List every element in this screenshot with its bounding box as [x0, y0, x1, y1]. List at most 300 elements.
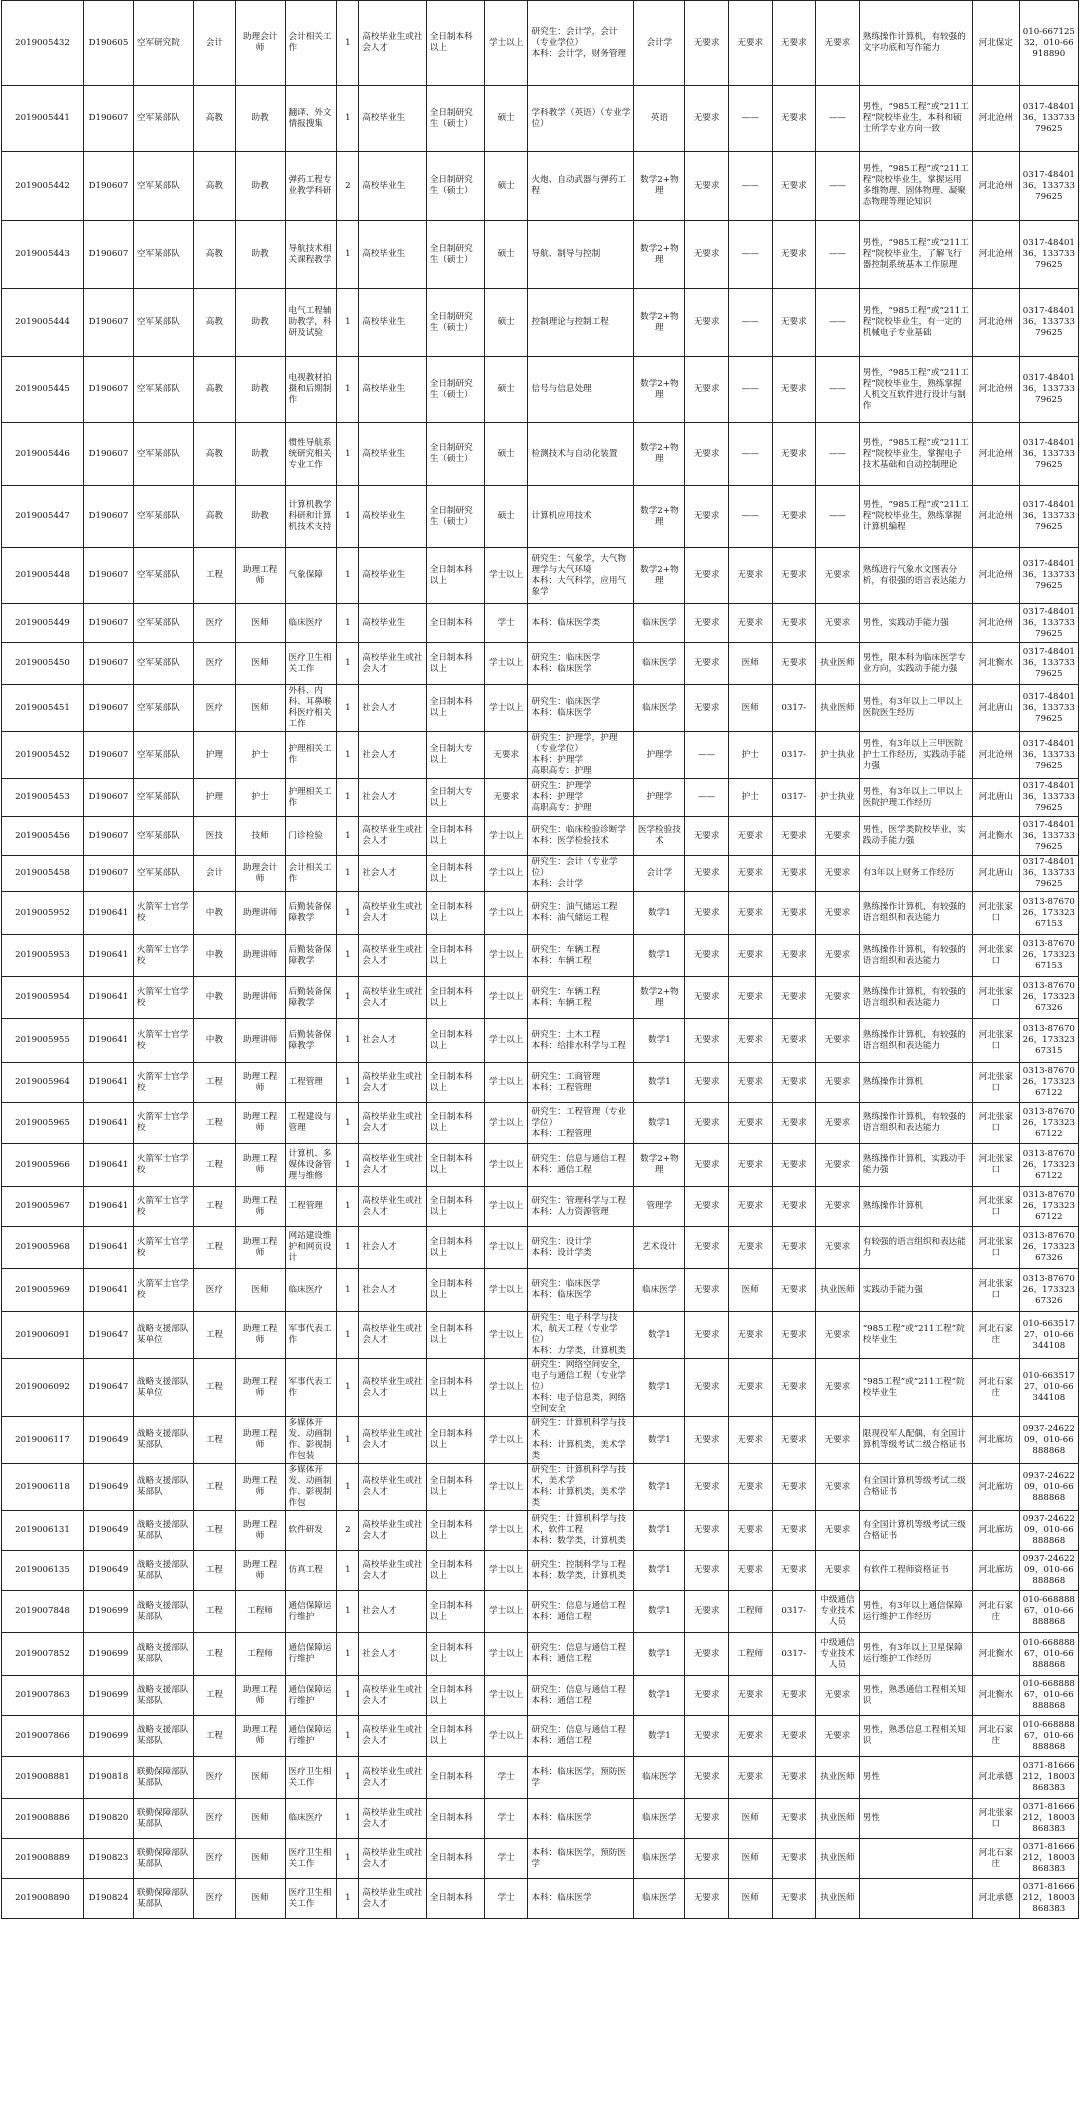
- table-cell: 无要求: [685, 817, 729, 856]
- table-cell: 火箭军士官学校: [133, 1144, 193, 1187]
- table-cell: 无要求: [685, 1879, 729, 1919]
- table-cell: 数学1: [634, 1417, 685, 1464]
- table-cell: 0317-4840136，13373379625: [1019, 856, 1078, 892]
- table-cell: 无要求: [816, 892, 860, 935]
- table-cell: 2019006131: [2, 1511, 84, 1551]
- table-row: [2, 935, 1079, 977]
- table-cell: 男性，“985工程”或“211工程”院校毕业生，掌握运用多维物理、固体物理、凝聚态物理等理论知识: [859, 152, 972, 221]
- table-cell: 无要求: [728, 1312, 772, 1359]
- table-row: [2, 1511, 1079, 1551]
- table-cell: 0937-2462209，010-66888868: [1019, 1417, 1078, 1464]
- table-cell: 无要求: [728, 1417, 772, 1464]
- table-cell: 0313-8767026，17332367122: [1019, 1187, 1078, 1227]
- table-cell: D190641: [84, 1144, 134, 1187]
- table-cell: 1: [337, 1716, 359, 1757]
- table-cell: 高校毕业生或社会人才: [359, 1312, 427, 1359]
- table-cell: 无要求: [772, 1144, 816, 1187]
- table-cell: 工程: [194, 1312, 236, 1359]
- table-cell: 河北沧州: [972, 221, 1019, 289]
- table-cell: D190699: [84, 1716, 134, 1757]
- table-cell: 医疗卫生相关工作: [285, 1757, 337, 1799]
- table-cell: 全日制本科以上: [426, 548, 484, 604]
- table-cell: 2019005443: [2, 221, 84, 289]
- table-cell: 硕士: [484, 86, 528, 152]
- table-cell: 全日制本科: [426, 1757, 484, 1799]
- table-cell: 医师: [235, 685, 285, 732]
- table-cell: 研究生：临床检验诊断学 本科：医学检验技术: [528, 817, 634, 856]
- table-cell: 研究生：信息与通信工程 本科：通信工程: [528, 1633, 634, 1676]
- table-cell: 男性，“985工程”或“211工程”院校毕业生，有一定的机械电子专业基础: [859, 289, 972, 357]
- table-cell: 男性，“985工程”或“211工程”院校毕业生，熟练掌握计算机编程: [859, 486, 972, 548]
- table-cell: 学士: [484, 1879, 528, 1919]
- table-cell: 战略支援部队某部队: [133, 1551, 193, 1591]
- table-cell: D190607: [84, 221, 134, 289]
- table-cell: 研究生：网络空间安全，电子与通信工程（专业学位） 本科：电子信息类，网络空间安全: [528, 1359, 634, 1417]
- table-cell: 0317-4840136，13373379625: [1019, 486, 1078, 548]
- table-row: [2, 1839, 1079, 1879]
- table-cell: 战略支援部队某部队: [133, 1676, 193, 1716]
- table-cell: 河北唐山: [972, 779, 1019, 817]
- table-cell: 无要求: [772, 1511, 816, 1551]
- table-cell: 数学1: [634, 1633, 685, 1676]
- table-cell: 0317-4840136，13373379625: [1019, 423, 1078, 486]
- table-cell: D190818: [84, 1757, 134, 1799]
- table-cell: 河北沧州: [972, 152, 1019, 221]
- table-cell: 无要求: [816, 1103, 860, 1144]
- table-cell: 无要求: [816, 1227, 860, 1269]
- table-cell: 学士: [484, 604, 528, 643]
- table-cell: 全日制本科以上: [426, 1633, 484, 1676]
- table-cell: 空军某部队: [133, 486, 193, 548]
- table-cell: 1: [337, 1359, 359, 1417]
- table-cell: 无要求: [772, 643, 816, 685]
- table-cell: D190649: [84, 1464, 134, 1511]
- table-cell: 无要求: [685, 1839, 729, 1879]
- table-cell: 男性，有3年以上三甲医院护士工作经历，实践动手能力强: [859, 732, 972, 779]
- table-cell: 无要求: [772, 977, 816, 1019]
- table-cell: 翻译、外文情报搜集: [285, 86, 337, 152]
- table-cell: 0317-: [772, 1633, 816, 1676]
- table-cell: 高教: [194, 423, 236, 486]
- table-cell: 2019008889: [2, 1839, 84, 1879]
- table-cell: 2019005967: [2, 1187, 84, 1227]
- table-cell: 会计学: [634, 1, 685, 86]
- table-cell: “985工程”或“211工程”院校毕业生: [859, 1359, 972, 1417]
- table-cell: 护理学: [634, 779, 685, 817]
- table-cell: D190649: [84, 1551, 134, 1591]
- table-cell: 护士: [728, 732, 772, 779]
- table-cell: 1: [337, 548, 359, 604]
- table-cell: 助理工程师: [235, 1676, 285, 1716]
- table-cell: 技师: [235, 817, 285, 856]
- table-cell: D190641: [84, 1063, 134, 1103]
- table-cell: 助理工程师: [235, 1187, 285, 1227]
- table-cell: 学士: [484, 1799, 528, 1839]
- table-cell: 临床医学: [634, 604, 685, 643]
- table-cell: 助教: [235, 423, 285, 486]
- table-cell: D190607: [84, 423, 134, 486]
- table-cell: 火炮、自动武器与弹药工程: [528, 152, 634, 221]
- table-cell: 数学2+物理: [634, 289, 685, 357]
- table-cell: ——: [728, 423, 772, 486]
- table-row: [2, 86, 1079, 152]
- table-cell: 无要求: [685, 604, 729, 643]
- table-cell: 河北承德: [972, 1757, 1019, 1799]
- table-cell: 无要求: [816, 935, 860, 977]
- table-cell: “985工程”或“211工程”院校毕业生: [859, 1312, 972, 1359]
- table-cell: 联勤保障部队某部队: [133, 1879, 193, 1919]
- table-cell: 后勤装备保障教学: [285, 892, 337, 935]
- table-cell: 1: [337, 486, 359, 548]
- table-cell: 无要求: [685, 1144, 729, 1187]
- table-cell: 2019006117: [2, 1417, 84, 1464]
- table-cell: 全日制本科以上: [426, 1269, 484, 1312]
- table-cell: 1: [337, 935, 359, 977]
- table-cell: 熟练操作计算机，有较强的文字功底和写作能力: [859, 1, 972, 86]
- table-cell: 全日制本科以上: [426, 856, 484, 892]
- table-cell: D190641: [84, 1187, 134, 1227]
- table-cell: 河北张家口: [972, 1187, 1019, 1227]
- table-cell: ——: [816, 86, 860, 152]
- table-cell: 有软件工程师资格证书: [859, 1551, 972, 1591]
- table-cell: 全日制本科以上: [426, 1103, 484, 1144]
- table-cell: 学士以上: [484, 1464, 528, 1511]
- table-cell: 执业医师: [816, 1269, 860, 1312]
- table-cell: 战略支援部队某单位: [133, 1312, 193, 1359]
- table-row: [2, 1063, 1079, 1103]
- table-cell: 后勤装备保障教学: [285, 1019, 337, 1063]
- table-cell: 2019008890: [2, 1879, 84, 1919]
- table-cell: 无要求: [685, 1551, 729, 1591]
- table-cell: 全日制研究生（硕士）: [426, 289, 484, 357]
- table-cell: 2019005447: [2, 486, 84, 548]
- table-cell: 本科：临床医学: [528, 1799, 634, 1839]
- table-row: [2, 486, 1079, 548]
- table-cell: 无要求: [685, 1633, 729, 1676]
- table-cell: 全日制本科以上: [426, 1312, 484, 1359]
- table-row: [2, 1187, 1079, 1227]
- table-cell: 中级通信专业技术人员: [816, 1633, 860, 1676]
- table-cell: 全日制本科以上: [426, 1063, 484, 1103]
- table-cell: 多媒体开发、动画制作、影视制作包: [285, 1464, 337, 1511]
- table-cell: 无要求: [772, 548, 816, 604]
- table-cell: 数学1: [634, 1676, 685, 1716]
- table-cell: 工程建设与管理: [285, 1103, 337, 1144]
- table-cell: 硕士: [484, 221, 528, 289]
- table-cell: 2019008886: [2, 1799, 84, 1839]
- table-cell: 战略支援部队某部队: [133, 1633, 193, 1676]
- table-cell: 军事代表工作: [285, 1312, 337, 1359]
- table-cell: 河北廊坊: [972, 1551, 1019, 1591]
- table-cell: 河北张家口: [972, 977, 1019, 1019]
- table-cell: 高校毕业生或社会人才: [359, 1063, 427, 1103]
- table-cell: 空军某部队: [133, 604, 193, 643]
- table-cell: ——: [816, 289, 860, 357]
- table-cell: D190824: [84, 1879, 134, 1919]
- table-cell: 0317-4840136，13373379625: [1019, 643, 1078, 685]
- table-cell: 医疗: [194, 685, 236, 732]
- table-cell: 2019005446: [2, 423, 84, 486]
- table-cell: 空军某部队: [133, 685, 193, 732]
- table-cell: 本科：临床医学，预防医学: [528, 1839, 634, 1879]
- table-cell: 弹药工程专业教学科研: [285, 152, 337, 221]
- table-cell: 工程: [194, 1511, 236, 1551]
- table-cell: 助理工程师: [235, 1359, 285, 1417]
- table-cell: 河北沧州: [972, 732, 1019, 779]
- table-cell: D190641: [84, 1019, 134, 1063]
- table-cell: 全日制本科以上: [426, 1, 484, 86]
- table-cell: 无要求: [772, 86, 816, 152]
- table-cell: 后勤装备保障教学: [285, 977, 337, 1019]
- table-cell: 1: [337, 1227, 359, 1269]
- table-cell: 空军某部队: [133, 221, 193, 289]
- table-cell: 全日制本科以上: [426, 643, 484, 685]
- table-cell: 无要求: [772, 423, 816, 486]
- table-cell: 临床医疗: [285, 1799, 337, 1839]
- table-cell: 高校毕业生或社会人才: [359, 892, 427, 935]
- table-cell: 全日制研究生（硕士）: [426, 486, 484, 548]
- table-cell: 火箭军士官学校: [133, 1269, 193, 1312]
- table-cell: D190607: [84, 152, 134, 221]
- table-cell: 护理相关工作: [285, 732, 337, 779]
- table-cell: 河北沧州: [972, 548, 1019, 604]
- table-cell: 无要求: [728, 1464, 772, 1511]
- table-cell: 无要求: [685, 1019, 729, 1063]
- table-cell: 联勤保障部队某部队: [133, 1839, 193, 1879]
- table-cell: 数学1: [634, 1359, 685, 1417]
- table-cell: 2019005442: [2, 152, 84, 221]
- table-cell: 0313-8767026，17332367315: [1019, 1019, 1078, 1063]
- table-row: [2, 1359, 1079, 1417]
- table-cell: 无要求: [816, 1511, 860, 1551]
- table-cell: 0317-: [772, 779, 816, 817]
- table-cell: 外科、内科、耳鼻喉科医疗相关工作: [285, 685, 337, 732]
- table-cell: 全日制研究生（硕士）: [426, 221, 484, 289]
- table-cell: 2019005449: [2, 604, 84, 643]
- table-cell: 执业医师: [816, 685, 860, 732]
- table-cell: 信号与信息处理: [528, 357, 634, 423]
- table-cell: 数学2+物理: [634, 548, 685, 604]
- table-cell: 010-66888867，010-66888868: [1019, 1633, 1078, 1676]
- table-cell: 无要求: [685, 357, 729, 423]
- table-row: [2, 1464, 1079, 1511]
- table-cell: 无要求: [728, 604, 772, 643]
- table-cell: 无要求: [728, 1676, 772, 1716]
- table-cell: 研究生：计算机科学与技术，软件工程 本科：数学类，计算机类: [528, 1511, 634, 1551]
- table-cell: 男性，医学类院校毕业，实践动手能力强: [859, 817, 972, 856]
- table-cell: 河北沧州: [972, 289, 1019, 357]
- table-cell: 1: [337, 86, 359, 152]
- table-cell: 执业医师: [816, 1757, 860, 1799]
- table-cell: 无要求: [728, 1103, 772, 1144]
- table-cell: 0317-4840136，13373379625: [1019, 732, 1078, 779]
- table-cell: 社会人才: [359, 856, 427, 892]
- table-cell: 数学2+物理: [634, 152, 685, 221]
- table-cell: 熟练操作计算机，有较强的语言组织和表达能力: [859, 935, 972, 977]
- table-cell: D190607: [84, 486, 134, 548]
- table-row: [2, 1103, 1079, 1144]
- table-cell: 医疗: [194, 1799, 236, 1839]
- table-row: [2, 548, 1079, 604]
- table-cell: 2019005448: [2, 548, 84, 604]
- table-cell: 无要求: [685, 486, 729, 548]
- table-cell: 高校毕业生或社会人才: [359, 935, 427, 977]
- table-cell: ——: [728, 221, 772, 289]
- table-cell: 无要求: [772, 1839, 816, 1879]
- table-cell: 无要求: [772, 486, 816, 548]
- table-cell: 火箭军士官学校: [133, 1187, 193, 1227]
- table-cell: 2019005965: [2, 1103, 84, 1144]
- table-cell: 无要求: [685, 1676, 729, 1716]
- table-cell: 高校毕业生: [359, 152, 427, 221]
- table-cell: 全日制本科以上: [426, 817, 484, 856]
- table-cell: 硕士: [484, 289, 528, 357]
- table-cell: 工程: [194, 1227, 236, 1269]
- table-cell: 2019005444: [2, 289, 84, 357]
- table-cell: 数学1: [634, 1716, 685, 1757]
- table-cell: 研究生：临床医学 本科：临床医学: [528, 685, 634, 732]
- table-cell: 工程: [194, 1551, 236, 1591]
- table-cell: 电视教材拍摄和后期制作: [285, 357, 337, 423]
- table-row: [2, 977, 1079, 1019]
- table-cell: 空军某部队: [133, 732, 193, 779]
- table-cell: 数学1: [634, 892, 685, 935]
- table-cell: 1: [337, 423, 359, 486]
- table-cell: 学士以上: [484, 977, 528, 1019]
- table-cell: 工程: [194, 1464, 236, 1511]
- table-cell: 研究生：信息与通信工程 本科：通信工程: [528, 1676, 634, 1716]
- table-cell: 无要求: [816, 1359, 860, 1417]
- table-cell: 010-66712532，010-66918890: [1019, 1, 1078, 86]
- table-cell: 无要求: [772, 152, 816, 221]
- table-cell: 无要求: [816, 1716, 860, 1757]
- table-cell: 无要求: [685, 977, 729, 1019]
- table-cell: 全日制研究生（硕士）: [426, 357, 484, 423]
- table-cell: 医疗: [194, 1269, 236, 1312]
- table-cell: D190641: [84, 1103, 134, 1144]
- table-cell: 会计: [194, 1, 236, 86]
- table-cell: 0317-4840136，13373379625: [1019, 221, 1078, 289]
- table-cell: 执业医师: [816, 1839, 860, 1879]
- table-cell: 无要求: [685, 86, 729, 152]
- table-cell: 计算机教学科研和计算机技术支持: [285, 486, 337, 548]
- table-cell: 0937-2462209，010-66888868: [1019, 1511, 1078, 1551]
- table-cell: 全日制本科以上: [426, 1551, 484, 1591]
- table-cell: 2019008881: [2, 1757, 84, 1799]
- table-cell: 助理工程师: [235, 1417, 285, 1464]
- table-cell: 学士以上: [484, 1551, 528, 1591]
- table-cell: 医疗: [194, 643, 236, 685]
- table-cell: 河北衡水: [972, 1676, 1019, 1716]
- table-cell: 护理: [194, 732, 236, 779]
- table-cell: 无要求: [685, 1312, 729, 1359]
- table-cell: 高校毕业生或社会人才: [359, 1716, 427, 1757]
- table-cell: 医师: [728, 1839, 772, 1879]
- table-cell: 无要求: [685, 1757, 729, 1799]
- table-cell: 临床医疗: [285, 1269, 337, 1312]
- table-cell: 0313-8767026，17332367122: [1019, 1103, 1078, 1144]
- table-cell: 执业医师: [816, 1799, 860, 1839]
- table-cell: 门诊检验: [285, 817, 337, 856]
- table-cell: 研究生：气象学，大气物理学与大气环境 本科：大气科学，应用气象学: [528, 548, 634, 604]
- table-cell: 无要求: [685, 1103, 729, 1144]
- table-cell: 无要求: [772, 1312, 816, 1359]
- table-cell: 无要求: [685, 423, 729, 486]
- table-cell: 助理工程师: [235, 548, 285, 604]
- table-cell: 1: [337, 1103, 359, 1144]
- table-cell: ——: [685, 732, 729, 779]
- table-cell: 1: [337, 1757, 359, 1799]
- table-cell: 本科：临床医学: [528, 1879, 634, 1919]
- table-cell: 助理工程师: [235, 1716, 285, 1757]
- table-cell: 空军某部队: [133, 423, 193, 486]
- table-cell: 高校毕业生: [359, 548, 427, 604]
- table-cell: D190649: [84, 1511, 134, 1551]
- table-cell: 助教: [235, 357, 285, 423]
- table-cell: 社会人才: [359, 1019, 427, 1063]
- table-cell: 高校毕业生或社会人才: [359, 643, 427, 685]
- table-cell: 工程管理: [285, 1063, 337, 1103]
- table-cell: 工程师: [235, 1633, 285, 1676]
- table-row: [2, 1591, 1079, 1633]
- table-cell: 战略支援部队某部队: [133, 1417, 193, 1464]
- table-cell: 熟练操作计算机: [859, 1063, 972, 1103]
- table-cell: 河北衡水: [972, 817, 1019, 856]
- table-cell: 无要求: [816, 817, 860, 856]
- table-row: [2, 1417, 1079, 1464]
- table-cell: 无要求: [685, 1, 729, 86]
- table-cell: 临床医学: [634, 1757, 685, 1799]
- table-cell: 河北衡水: [972, 1633, 1019, 1676]
- table-row: [2, 357, 1079, 423]
- table-cell: 气象保障: [285, 548, 337, 604]
- table-cell: D190641: [84, 1269, 134, 1312]
- table-cell: 助教: [235, 152, 285, 221]
- table-cell: D190641: [84, 935, 134, 977]
- table-cell: 高校毕业生或社会人才: [359, 1799, 427, 1839]
- table-cell: 无要求: [685, 289, 729, 357]
- table-cell: 临床医学: [634, 1269, 685, 1312]
- table-cell: 无要求: [728, 892, 772, 935]
- table-cell: 河北张家口: [972, 892, 1019, 935]
- table-cell: 无要求: [728, 1, 772, 86]
- table-cell: 2019005966: [2, 1144, 84, 1187]
- table-cell: 无要求: [772, 1019, 816, 1063]
- table-cell: 无要求: [685, 892, 729, 935]
- table-cell: 中级通信专业技术人员: [816, 1591, 860, 1633]
- table-cell: 2019007863: [2, 1676, 84, 1716]
- table-cell: 2019006092: [2, 1359, 84, 1417]
- table-cell: 高校毕业生: [359, 357, 427, 423]
- table-cell: 空军某部队: [133, 856, 193, 892]
- table-cell: 研究生：设计学 本科：设计学类: [528, 1227, 634, 1269]
- table-cell: 无要求: [816, 1, 860, 86]
- table-cell: 高校毕业生或社会人才: [359, 1511, 427, 1551]
- table-cell: 0313-8767026，17332367326: [1019, 1227, 1078, 1269]
- table-cell: 无要求: [772, 1103, 816, 1144]
- table-cell: 会计相关工作: [285, 1, 337, 86]
- table-cell: 全日制研究生（硕士）: [426, 423, 484, 486]
- table-cell: 全日制本科以上: [426, 1511, 484, 1551]
- table-cell: 学士以上: [484, 892, 528, 935]
- table-cell: ——: [816, 357, 860, 423]
- table-cell: 无要求: [772, 1417, 816, 1464]
- table-cell: 熟练操作计算机，有较强的语言组织和表达能力: [859, 977, 972, 1019]
- table-cell: 学士以上: [484, 1676, 528, 1716]
- table-cell: 高校毕业生或社会人才: [359, 1, 427, 86]
- table-cell: 0317-: [772, 732, 816, 779]
- table-cell: 无要求: [772, 604, 816, 643]
